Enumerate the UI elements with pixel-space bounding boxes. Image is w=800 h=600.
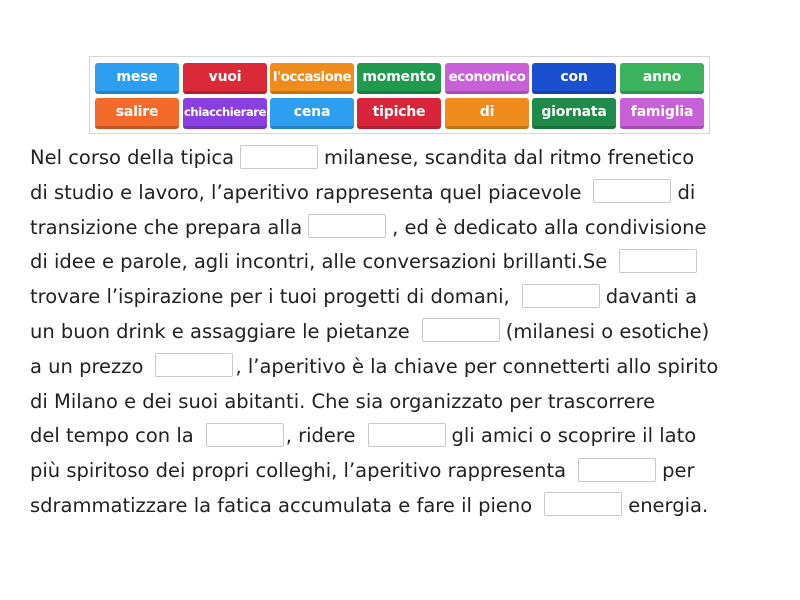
word-tile[interactable]: anno bbox=[620, 63, 704, 94]
passage-text: milanese, scandita dal ritmo frenetico bbox=[324, 146, 695, 169]
passage-text: di studio e lavoro, l’aperitivo rappresenta quel piacevole bbox=[30, 180, 582, 204]
word-tile[interactable]: vuoi bbox=[183, 63, 267, 94]
blank-slot[interactable] bbox=[308, 214, 386, 238]
word-tile[interactable]: con bbox=[532, 63, 616, 94]
passage-line bbox=[30, 141, 790, 176]
word-tile[interactable]: tipiche bbox=[357, 98, 441, 129]
passage-text: gli amici o scoprire il lato bbox=[451, 424, 697, 448]
passage-text: di bbox=[677, 180, 696, 204]
blank-slot[interactable] bbox=[422, 318, 500, 342]
passage-text: transizione che prepara alla bbox=[30, 215, 303, 239]
blank-slot[interactable] bbox=[544, 492, 622, 516]
passage-text: a un prezzo bbox=[30, 354, 144, 378]
cloze-passage bbox=[30, 141, 790, 524]
blank-slot[interactable] bbox=[522, 284, 600, 308]
passage-text: di Milano e dei suoi abitanti. Che sia organizzato per trascorrere bbox=[30, 389, 656, 413]
blank-slot[interactable] bbox=[593, 179, 671, 203]
passage-text: Nel corso della tipica bbox=[30, 146, 235, 169]
blank-slot[interactable] bbox=[206, 423, 284, 447]
passage-line bbox=[30, 350, 790, 385]
passage-line bbox=[30, 211, 790, 246]
passage-text: un buon drink e assaggiare le pietanze bbox=[30, 319, 410, 343]
word-tile[interactable]: momento bbox=[357, 63, 441, 94]
passage-text: di idee e parole, agli incontri, alle conversazioni brillanti.Se bbox=[30, 250, 608, 274]
word-tile[interactable]: economico bbox=[445, 63, 529, 94]
passage-line bbox=[30, 245, 790, 280]
word-tile[interactable]: cena bbox=[270, 98, 354, 129]
word-bank bbox=[89, 56, 710, 134]
passage-line bbox=[30, 419, 790, 454]
passage-text: trovare l’ispirazione per i tuoi progetti di domani, bbox=[30, 285, 510, 309]
passage-line bbox=[30, 454, 790, 489]
passage-text: davanti a bbox=[605, 285, 698, 309]
blank-slot[interactable] bbox=[155, 353, 233, 377]
passage-text: più spiritoso dei propri colleghi, l’aperitivo rappresenta bbox=[30, 459, 567, 483]
passage-line bbox=[30, 315, 790, 350]
word-tile[interactable]: di bbox=[445, 98, 529, 129]
word-tile[interactable]: famiglia bbox=[620, 98, 704, 129]
passage-text: , ridere bbox=[285, 424, 356, 448]
blank-slot[interactable] bbox=[619, 249, 697, 273]
passage-text: , ed è dedicato alla condivisione bbox=[392, 215, 707, 239]
passage-text: , l’aperitivo è la chiave per connetterti allo spirito bbox=[235, 354, 719, 378]
passage-line bbox=[30, 489, 790, 524]
word-tile[interactable]: salire bbox=[95, 98, 179, 129]
passage-line bbox=[30, 176, 790, 211]
word-tile[interactable]: l'occasione bbox=[270, 63, 354, 94]
passage-text: (milanesi o esotiche) bbox=[505, 319, 710, 343]
passage-text: per bbox=[662, 459, 695, 483]
passage-line bbox=[30, 280, 790, 315]
blank-slot[interactable] bbox=[578, 458, 656, 482]
passage-text: sdrammatizzare la fatica accumulata e fare il pieno bbox=[30, 493, 533, 517]
blank-slot[interactable] bbox=[240, 145, 318, 169]
passage-text: del tempo con la bbox=[30, 424, 194, 448]
word-tile[interactable]: giornata bbox=[532, 98, 616, 129]
word-tile[interactable]: chiacchierare bbox=[183, 98, 267, 129]
passage-line bbox=[30, 385, 790, 420]
passage-text: energia. bbox=[628, 493, 709, 517]
blank-slot[interactable] bbox=[368, 423, 446, 447]
word-tile[interactable]: mese bbox=[95, 63, 179, 94]
